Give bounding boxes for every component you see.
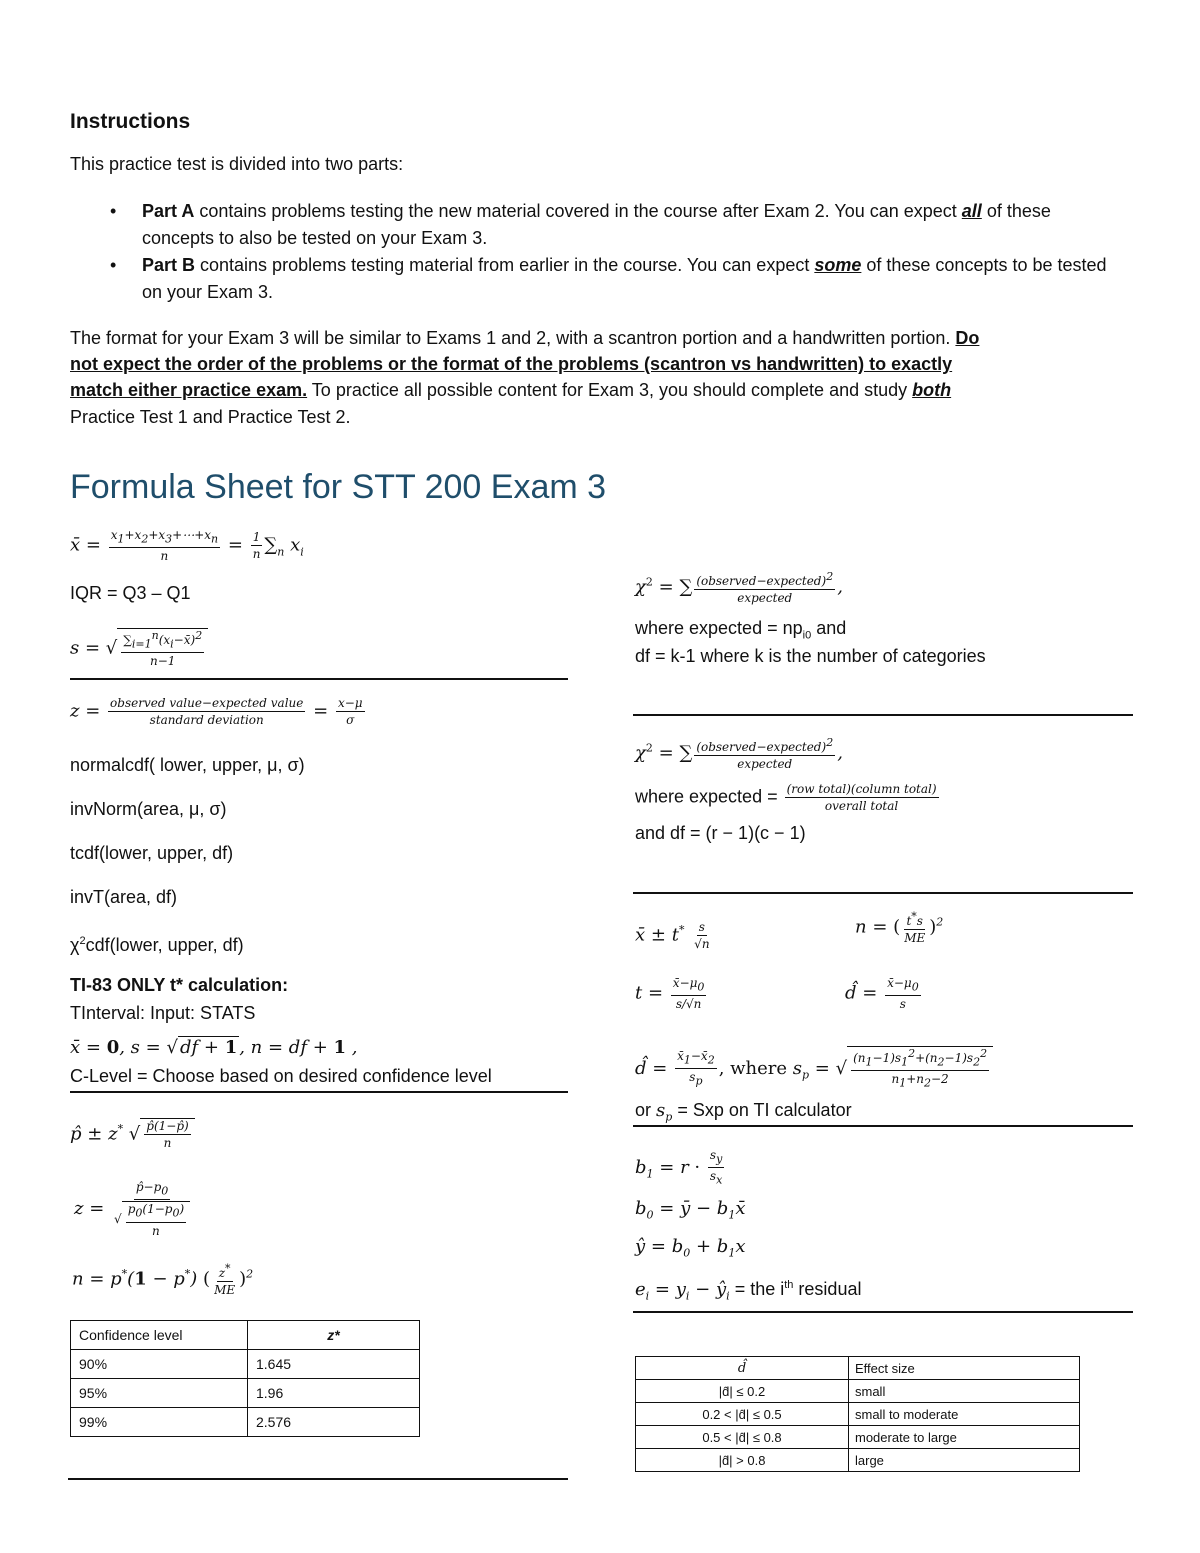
sp-calculator-text: or $s_p$ = Sxp on TI calculator <box>635 1100 852 1124</box>
ti83-heading: TI-83 ONLY t* calculation: <box>70 975 289 995</box>
list-item-part-b: • Part B contains problems testing material from earlier in the course. You can expect some of these concepts to be tested on your Exam 3. <box>70 252 1122 306</box>
instructions-intro: This practice test is divided into two parts: <box>70 154 404 174</box>
cohens-d-formula: d̂ = $\frac{x̄-\mu_0}{s}$ <box>845 976 919 1012</box>
z-score-formula: z = $\frac{\text{observed value−expected value}}{\text{standard deviation}}$ = $\frac{x-\mu}{\sigma}$ <box>70 696 363 727</box>
chi-square-gof-formula: $\chi^2$ = ∑ $\frac{(observed-expected)^2}{\text{expected}}$ , <box>635 570 843 605</box>
table-header-cell: d̂ <box>636 1357 849 1380</box>
proportion-ci-formula: p̂ ± z* √ $\frac{p̂(1-p̂)}{n}$ <box>70 1118 195 1150</box>
format-line-2: not expect the order of the problems or the format of the problems (scantron vs handwritten) to exactly <box>70 354 953 374</box>
table-row: 0.5 < |d̂| ≤ 0.8 moderate to large <box>636 1426 1080 1449</box>
table-header-cell: Confidence level <box>71 1321 248 1350</box>
invt-text: invT(area, df) <box>70 887 178 907</box>
parts-list <box>70 198 1122 306</box>
table-row: 90% 1.645 <box>71 1350 420 1379</box>
instructions-heading: Instructions <box>70 110 191 133</box>
sd-formula: s = √ $\frac{\sum_{i=1}^n(x_i-x̄)^2}{n-1}$ <box>70 628 208 668</box>
divider <box>70 1091 568 1093</box>
normalcdf-text: normalcdf( lower, upper, μ, σ) <box>70 755 305 775</box>
table-header-row <box>71 1321 420 1350</box>
gof-df-text: df = k-1 where k is the number of categories <box>635 646 986 666</box>
two-sample-d-formula: d̂ = $\frac{x̄_1-x̄_2}{s_p}$ , where $s_p$ = √ $\frac{(n_1-1)s_1^2+(n_2-1)s_2^2}{n_1+n_2-2}$ <box>635 1046 993 1091</box>
proportion-z-formula: z = $p̂-p_0$ √ $\frac{p_0(1-p_0)}{n}$ <box>74 1180 194 1238</box>
intercept-formula: $b_0$ = ȳ − $b_1x̄$ <box>635 1198 746 1222</box>
table-header-cell: Effect size <box>849 1357 1080 1380</box>
slope-formula: $b_1 = r$ · $\frac{s_y}{s_x}$ <box>635 1148 723 1187</box>
divider <box>633 892 1133 894</box>
clevel-text: C-Level = Choose based on desired confidence level <box>70 1066 492 1086</box>
gof-where-text: where expected = $np_{i0}$ and <box>635 618 847 642</box>
divider <box>633 1311 1133 1313</box>
sample-size-mean-formula: n = ( $\frac{t^*s}{ME}$ )$^2$ <box>855 910 944 945</box>
format-line-1: The format for your Exam 3 will be similar to Exams 1 and 2, with a scantron portion and a handwritten portion. Do <box>70 328 980 348</box>
table-row: 95% 1.96 <box>71 1379 420 1408</box>
independence-df-text: and df = (r − 1)(c − 1) <box>635 823 806 843</box>
independence-where-text: where expected = $\frac{\text{(row total)(column total)}}{\text{overall total}}$ <box>635 782 937 813</box>
table-header-row <box>636 1357 1080 1380</box>
table-row: |d̂| > 0.8 large <box>636 1449 1080 1472</box>
confidence-level-table <box>70 1320 420 1437</box>
residual-formula: $e_i = y_i$ − $ŷ_i$ = the $i^{th}$ residual <box>635 1279 862 1303</box>
table-row: 99% 2.576 <box>71 1408 420 1437</box>
divider <box>70 678 568 680</box>
t-statistic-formula: t = $\frac{x̄-\mu_0}{s/√n}$ <box>635 976 705 1012</box>
regression-line-formula: ŷ = $b_0 + b_1x$ <box>635 1236 746 1260</box>
sample-size-proportion-formula: n = p*(1 − p*) ( $\frac{z^*}{ME}$ )$^2$ <box>72 1262 254 1297</box>
effect-size-table <box>635 1356 1080 1472</box>
iqr-formula: IQR = Q3 – Q1 <box>70 583 191 603</box>
mean-formula: x̄ = $\frac{x_1+x_2+x_3+\cdots+x_n}{n}$ = $\frac{1}{n}$ $\sum_n$ $x_i$ <box>70 528 304 564</box>
chi-square-independence-formula: $\chi^2$ = ∑ $\frac{(observed-expected)^2}{\text{expected}}$ , <box>635 736 843 771</box>
list-item-part-a: • Part A contains problems testing the new material covered in the course after Exam 2. You can expect all of these concepts to also be tested on your Exam 3. <box>70 198 1122 252</box>
tcdf-text: tcdf(lower, upper, df) <box>70 843 234 863</box>
format-line-4: Practice Test 1 and Practice Test 2. <box>70 407 351 427</box>
divider <box>68 1478 568 1480</box>
t-interval-formula: x̄ ± t* $\frac{s}{√n}$ <box>635 920 710 951</box>
invnorm-text: invNorm(area, μ, σ) <box>70 799 227 819</box>
table-header-cell: z* <box>248 1321 420 1350</box>
formula-sheet-title: Formula Sheet for STT 200 Exam 3 <box>70 468 607 506</box>
divider <box>633 1125 1133 1127</box>
chi2cdf-text: $\chi^2cdf(lower$, upper, df) <box>70 935 244 955</box>
table-row: |d̂| ≤ 0.2 small <box>636 1380 1080 1403</box>
table-row: 0.2 < |d̂| ≤ 0.5 small to moderate <box>636 1403 1080 1426</box>
format-line-3: match either practice exam. To practice all possible content for Exam 3, you should complete and study both <box>70 380 952 400</box>
tinterval-text: TInterval: Input: STATS <box>70 1003 256 1023</box>
tinterval-inputs: x̄ = 0, s = √ df + 1 , n = df + 1 , <box>70 1037 358 1058</box>
divider <box>633 714 1133 716</box>
